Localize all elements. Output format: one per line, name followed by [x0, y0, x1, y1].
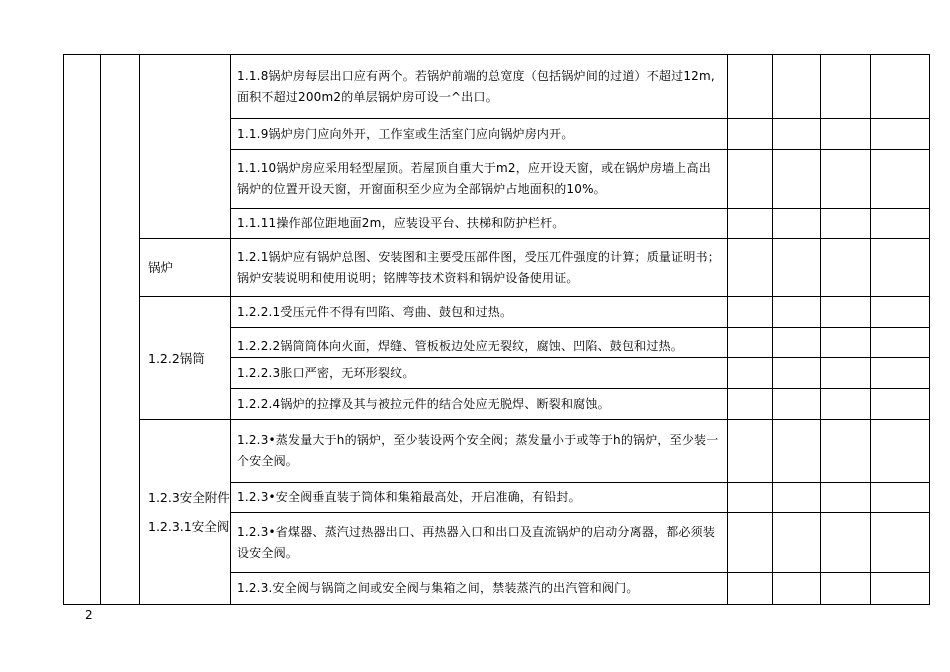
item-text-cell — [231, 328, 728, 358]
check-cell — [871, 55, 930, 119]
check-cell — [821, 150, 871, 209]
item-text-cell — [231, 209, 728, 239]
item-text-cell — [231, 119, 728, 150]
check-cell — [871, 150, 930, 209]
check-cell — [728, 328, 773, 358]
check-cell — [728, 297, 773, 328]
check-cell — [728, 209, 773, 239]
item-text-cell — [231, 483, 728, 513]
check-cell — [773, 513, 821, 573]
check-cell — [821, 573, 871, 605]
check-cell — [821, 358, 871, 389]
item-text-cell — [231, 513, 728, 573]
item-text-cell — [231, 55, 728, 119]
check-cell — [821, 483, 871, 513]
item-text-cell — [231, 420, 728, 483]
item-text-cell — [231, 297, 728, 328]
check-cell — [728, 389, 773, 420]
check-cell — [773, 420, 821, 483]
check-cell — [773, 209, 821, 239]
check-cell — [773, 119, 821, 150]
item-text: 1.2.3.安全阀与锅筒之间或安全阀与集箱之间，禁装蒸汽的出汽管和阀门。 — [237, 581, 639, 595]
item-text: 1.2.2.4锅炉的拉撑及其与被拉元件的结合处应无脱焊、断裂和腐蚀。 — [237, 396, 610, 411]
check-cell — [821, 119, 871, 150]
category-boiler: 锅炉 — [140, 239, 231, 297]
check-cell — [871, 389, 930, 420]
category-safety — [140, 420, 231, 605]
item-text: 1.2.3•安全阀垂直装于筒体和集箱最高处，开启准确，有铅封。 — [237, 490, 581, 504]
col-b-cell — [101, 55, 140, 605]
item-text-cell — [231, 150, 728, 209]
item-text: 1.1.8锅炉房每层出口应有两个。若锅炉前端的总宽度（包括锅炉间的过道）不超过12m,面积不超过200m2的单层锅炉房可设一^出口。 — [237, 68, 715, 104]
category-safety-valve: 1.2.3.1安全阀 — [148, 519, 230, 534]
check-cell — [773, 150, 821, 209]
check-cell — [871, 513, 930, 573]
check-cell — [773, 239, 821, 297]
page-number: 2 — [85, 608, 93, 622]
item-text: 1.2.2.1受压元件不得有凹陷、弯曲、鼓包和过热。 — [237, 304, 513, 319]
check-cell — [773, 328, 821, 358]
item-text: 1.1.10锅炉房应采用轻型屋顶。若屋顶自重大于m2，应开设天窗，或在锅炉房墙上高出锅炉的位置开设天窗，开窗面积至少应为全部锅炉占地面积的10%。 — [237, 161, 711, 196]
item-text: 1.2.3•蒸发量大于h的锅炉，至少装设两个安全阀；蒸发量小于或等于h的锅炉，至少装一个安全阀。 — [237, 433, 719, 468]
check-cell — [871, 573, 930, 605]
inspection-table — [63, 54, 930, 605]
check-cell — [871, 483, 930, 513]
check-cell — [871, 420, 930, 483]
check-cell — [821, 420, 871, 483]
check-cell — [821, 513, 871, 573]
check-cell — [821, 328, 871, 358]
check-cell — [871, 119, 930, 150]
check-cell — [773, 358, 821, 389]
item-text-cell — [231, 239, 728, 297]
check-cell — [728, 119, 773, 150]
check-cell — [728, 239, 773, 297]
check-cell — [773, 573, 821, 605]
check-cell — [728, 420, 773, 483]
check-cell — [821, 55, 871, 119]
check-cell — [728, 150, 773, 209]
check-cell — [773, 55, 821, 119]
check-cell — [728, 573, 773, 605]
col-a-cell — [64, 55, 101, 605]
check-cell — [773, 483, 821, 513]
item-text: 1.1.11操作部位距地面2m，应装设平台、扶梯和防护栏杆。 — [237, 216, 565, 230]
check-cell — [728, 358, 773, 389]
item-text: 1.2.1锅炉应有锅炉总图、安装图和主要受压部件图，受压兀件强度的计算；质量证明书；锅炉安装说明和使用说明；铭牌等技术资料和锅炉设备使用证。 — [237, 249, 720, 285]
item-text-cell — [231, 358, 728, 389]
check-cell — [871, 328, 930, 358]
check-cell — [821, 239, 871, 297]
check-cell — [728, 513, 773, 573]
check-cell — [871, 358, 930, 389]
item-text: 1.2.2.2锅筒筒体向火面，焊缝、管板板边处应无裂纹，腐蚀、凹陷、鼓包和过热。 — [237, 339, 683, 353]
item-text: 1.2.2.3胀口严密，无环形裂纹。 — [237, 365, 415, 380]
check-cell — [871, 209, 930, 239]
category-drum: 1.2.2锅筒 — [140, 297, 231, 420]
category-cell-empty — [140, 55, 231, 239]
item-text: 1.1.9锅炉房门应向外开，工作室或生活室门应向锅炉房内开。 — [237, 126, 574, 141]
item-text: 1.2.3•省煤器、蒸汽过热器出口、再热器入口和出口及直流锅炉的启动分离器，都必须装设安全阀。 — [237, 524, 716, 560]
category-safety-accessory: 1.2.3安全附件 — [148, 490, 230, 505]
check-cell — [821, 297, 871, 328]
check-cell — [773, 297, 821, 328]
item-text-cell — [231, 573, 728, 605]
check-cell — [821, 389, 871, 420]
check-cell — [728, 55, 773, 119]
check-cell — [728, 483, 773, 513]
check-cell — [821, 209, 871, 239]
check-cell — [871, 239, 930, 297]
check-cell — [871, 297, 930, 328]
item-text-cell — [231, 389, 728, 420]
check-cell — [773, 389, 821, 420]
